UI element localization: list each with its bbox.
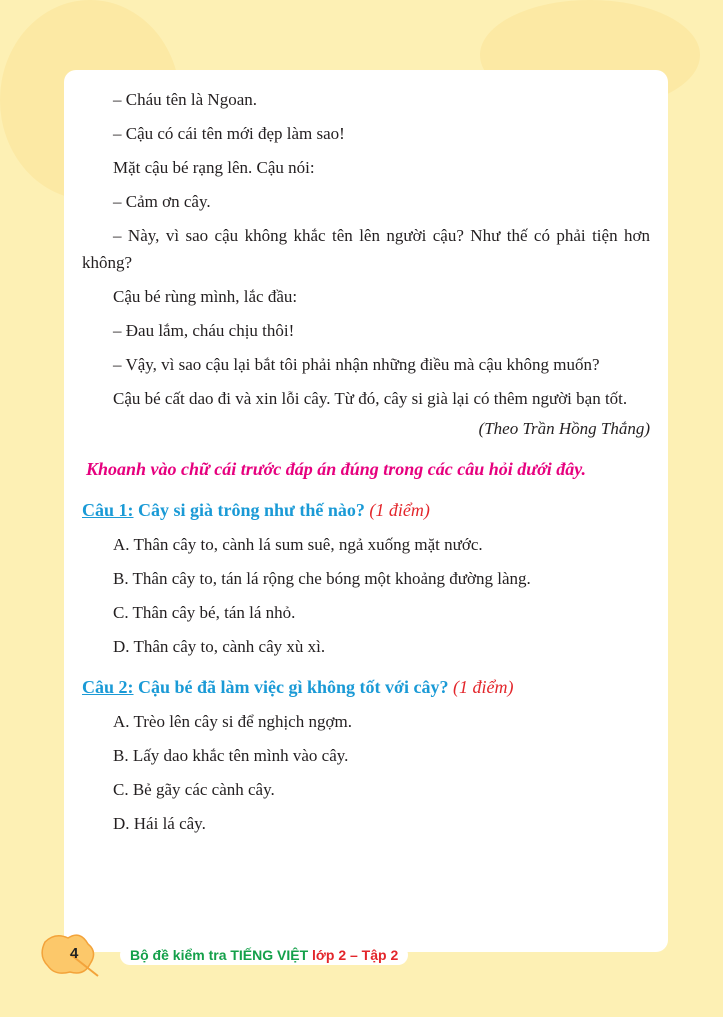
story-line: – Đau lắm, cháu chịu thôi! — [113, 321, 295, 340]
story-line: – Vậy, vì sao cậu lại bắt tôi phải nhận những điều mà cậu không muốn? — [113, 355, 600, 374]
footer-title — [120, 945, 408, 965]
page-content — [82, 86, 650, 844]
option[interactable]: C. Bẻ gãy các cành cây. — [113, 780, 275, 799]
option[interactable]: A. Thân cây to, cành lá sum suê, ngả xuống mặt nước. — [113, 535, 483, 554]
question-text: Cậu bé đã làm việc gì không tốt với cây? — [133, 677, 453, 697]
page-number: 4 — [70, 945, 79, 962]
story-line: Mặt cậu bé rạng lên. Cậu nói: — [113, 158, 315, 177]
story-line: – Cảm ơn cây. — [113, 192, 211, 211]
footer-title-green: Bộ đề kiểm tra TIẾNG VIỆT — [130, 947, 313, 963]
question-label: Câu 2: — [82, 677, 134, 697]
question-text: Cây si già trông như thế nào? — [133, 500, 370, 520]
story-line: Cậu bé rùng mình, lắc đầu: — [113, 287, 298, 306]
story-line: Cậu bé cất dao đi và xin lỗi cây. Từ đó, cây si già lại có thêm người bạn tốt. — [113, 389, 628, 408]
option[interactable]: B. Thân cây to, tán lá rộng che bóng một khoảng đường làng. — [113, 569, 531, 588]
question-label: Câu 1: — [82, 500, 134, 520]
instruction: Khoanh vào chữ cái trước đáp án đúng trong các câu hỏi dưới đây. — [86, 459, 587, 479]
option[interactable]: D. Thân cây to, cành cây xù xì. — [113, 637, 326, 656]
question-1 — [82, 497, 650, 524]
question-points: (1 điểm) — [453, 677, 514, 697]
story-line: – Cháu tên là Ngoan. — [113, 90, 257, 109]
option[interactable]: C. Thân cây bé, tán lá nhỏ. — [113, 603, 296, 622]
question-points: (1 điểm) — [369, 500, 430, 520]
story-source: (Theo Trần Hồng Thắng) — [478, 419, 650, 438]
option[interactable]: A. Trèo lên cây si để nghịch ngợm. — [113, 712, 352, 731]
option[interactable]: B. Lấy dao khắc tên mình vào cây. — [113, 746, 349, 765]
footer-title-red: lớp 2 – Tập 2 — [312, 947, 399, 963]
story-line: – Cậu có cái tên mới đẹp làm sao! — [113, 124, 345, 143]
question-2 — [82, 674, 650, 701]
story-line: – Này, vì sao cậu không khắc tên lên người cậu? Như thế có phải tiện hơn không? — [82, 226, 650, 272]
option[interactable]: D. Hái lá cây. — [113, 814, 206, 833]
